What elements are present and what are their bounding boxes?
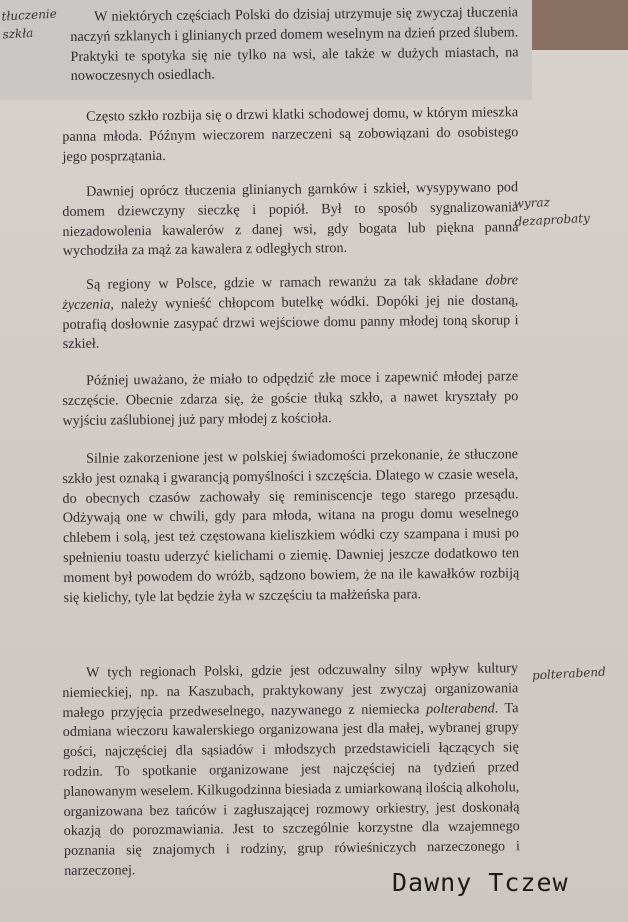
margin-note-szklo: tłuczenie szkła [1,6,58,42]
paragraph-3-text: Dawniej oprócz tłuczenia glinianych garnków i szkieł, wysypywano pod domem dziewczyny sieczkę i popiół. Był to sposób sygnalizowania niezadowolenia kawalerów z danej wsi, gdy bogata lub piękna panna wychodziła za mąż za kawalera z odległych stron. [62,179,519,260]
paragraph-7-emphasis: polterabend [425,700,495,717]
margin-note-dezaprobata: wyraz dezaprobaty [513,195,591,229]
background-corner [532,0,628,50]
margin-note-polterabend: polterabend [531,664,607,683]
paragraph-7-text [62,659,520,882]
paragraph-4-text [62,271,519,355]
paragraph-3 [62,178,519,262]
paragraph-4-emphasis: dobre życzenia [62,272,519,313]
paragraph-5-text: Później uważano, że miało to odpędzić złe moce i zapewnić młodej parze szczęście. Obecnie zdarza się, że goście tłuką szkło, a nawet kryształy po wyjściu zaślubionej już pary młodej z kościoła. [62,368,519,429]
paragraph-4 [62,271,519,355]
paragraph-2-text: Często szkło rozbija się o drzwi klatki schodowej domu, w którym mieszka panna młoda. Późnym wieczorem narzeczeni są zobowiązani do osobistego jego posprzątania. [62,104,519,165]
paragraph-7 [62,659,520,882]
paragraph-6 [62,445,520,608]
watermark: Dawny Tczew [392,868,569,897]
paragraph-1-text: W niektórych częściach Polski do dzisiaj utrzymuje się zwyczaj tłuczenia naczyń szklanych i glinianych przed domem weselnym na dzień przed ślubem. Praktyki te spotyka się nie tylko na wsi, ale także w dużych miastach, na nowoczesnych osiedlach. [70,4,519,85]
paragraph-2 [62,103,519,167]
paragraph-5 [62,367,519,431]
paragraph-7-part-2: . Ta odmiana wieczoru kawalerskiego organizowana jest dla małej, wybranej grupy gości, najczęściej dla sąsiadów i młodszych przedstawicieli łączących się rodzin. To spotkanie organizowane jest najczęściej na tydzień przed planowanym weselem. Kilkugodzinna biesiada z umiarkowaną ilością alkoholu, organizowana bez tańców i zagłuszającej rozmowy orkiestry, jest doskonałą okazją do porozmawiania. Jest to szczególnie korzystne dla wzajemnego poznania się znajomych i rodziny, grup rówieśniczych narzeczonego i narzeczonej. [62,699,521,879]
paragraph-1 [70,3,519,87]
paragraph-4-part-1: Są regiony w Polsce, gdzie w ramach rewanżu za tak składane [86,272,486,293]
paragraph-4-part-2: , należy wynieść chłopcom butelkę wódki. Dopóki jej nie dostaną, potrafią dosłownie zasypać drzwi wejściowe domu panny młodej toną skorup i szkieł. [62,292,519,353]
paragraph-7-part-1: W tych regionach Polski, gdzie jest odczuwalny silny wpływ kultury niemieckiej, np. na Kaszubach, praktykowany jest zwyczaj organizowania małego przyjęcia przedweselnego, nazywanego z niemiecka [62,660,519,721]
paragraph-6-text: Silnie zakorzenione jest w polskiej świadomości przekonanie, że stłuczone szkło jest oznaką i gwarancją pomyślności i szczęścia. Dlatego w czasie wesela, do obecnych czasów zachowały się reminiscencje tego starego przesądu. Odżywają one w chwili, gdy para młoda, witana na progu domu weselnego chlebem i solą, jest też częstowana kieliszkiem wódki czy szampana i musi po spełnieniu toastu uderzyć kielichami o ziemię. Dawniej jeszcze dodatkowo ten moment był powodem do wróżb, sądzono bowiem, że na ile kawałków rozbiją się kielichy, tyle lat będzie żyła w szczęściu ta małżeńska para. [62,446,520,606]
